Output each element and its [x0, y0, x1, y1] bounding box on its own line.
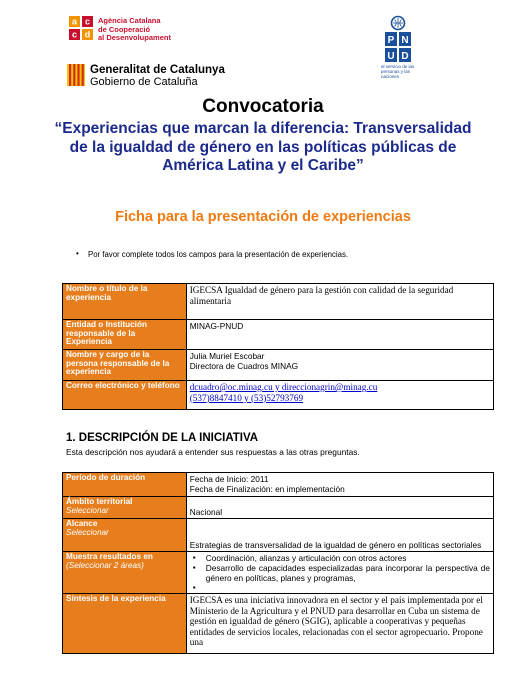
row-sublabel: (Seleccionar 2 áreas): [66, 560, 144, 570]
gencat-name: [90, 64, 225, 88]
institution-value: MINAG-PNUD: [186, 320, 493, 350]
document-title: Convocatoria: [202, 96, 324, 117]
accd-letter: a: [71, 16, 78, 27]
accd-line: Agència Catalana: [98, 16, 161, 25]
table-row: [63, 381, 494, 410]
synthesis-value: IGECSA es una iniciativa innovadora en el sector y el país implementada por el Ministerio de la Agricultura y el PNUD para desarrollar en Cuba un sistema de gestión en igualdad de género (SGIG), aplicable a cooperativas y pequeñas entidades de servicios locales, relacionadas con el sector agropecuario. Propone una: [186, 594, 493, 654]
row-label: Síntesis de la experiencia: [63, 594, 187, 654]
table-row: [63, 284, 494, 320]
phone-link[interactable]: (537)8847410 y (53)52793769: [189, 392, 304, 403]
row-label: Correo electrónico y teléfono: [63, 381, 187, 410]
undp-letter: P: [387, 35, 395, 46]
bullet-icon: •: [76, 249, 79, 258]
list-item: ▪ Desarrollo de capacidades especializadas para incorporar la perspectiva de género en políticas, planes y programas,: [190, 563, 490, 583]
table-row: [63, 594, 494, 654]
document-subtitle: “Experiencias que marcan la diferencia: Transversalidad de la igualdad de género en las políticas públicas de América Latina y el Caribe”: [54, 120, 472, 174]
email-link[interactable]: dcuadro@oc.minag.cu y direccionagrin@minag.cu: [189, 382, 378, 392]
row-label: Período de duración: [63, 473, 187, 497]
results-value: [186, 552, 493, 594]
territorial-value: Nacional: [186, 497, 493, 519]
scope-value: Estrategias de transversalidad de la igualdad de género en políticas sectoriales: [186, 519, 493, 552]
accd-letter: c: [84, 16, 91, 27]
section-description: Esta descripción nos ayudará a entender sus respuestas a las otras preguntas.: [66, 447, 360, 457]
row-label: [63, 497, 187, 519]
experience-info-table: [62, 283, 494, 410]
accd-line: al Desenvolupament: [98, 33, 171, 42]
accd-line: de Cooperació: [98, 24, 151, 34]
accd-logo: [69, 16, 93, 40]
undp-letter: N: [401, 35, 409, 46]
table-row: [63, 350, 494, 381]
undp-letter: U: [387, 51, 395, 62]
gencat-line: Gobierno de Cataluña: [90, 76, 198, 88]
duration-value: [186, 473, 493, 497]
experience-name-value: IGECSA Igualdad de género para la gestión con calidad de la seguridad alimentaria: [186, 284, 493, 320]
row-label-text: Alcance: [66, 519, 98, 528]
instruction-text: Por favor complete todos los campos para la presentación de experiencias.: [88, 250, 349, 259]
gencat-logo: [67, 64, 85, 86]
row-label: Nombre o título de la experiencia: [63, 284, 187, 320]
responsible-person-value: [186, 350, 493, 381]
initiative-table: [62, 472, 494, 654]
row-sublabel: Seleccionar: [66, 505, 109, 515]
row-label: Nombre y cargo de la persona responsable de la experiencia: [63, 350, 187, 381]
row-label: [63, 552, 187, 594]
accd-letter: c: [71, 29, 78, 40]
table-row: [63, 552, 494, 594]
row-label: [63, 519, 187, 552]
row-label: Entidad o Institución responsable de la Experiencia: [63, 320, 187, 350]
list-item: [190, 583, 490, 591]
table-row: [63, 497, 494, 519]
table-row: [63, 320, 494, 350]
results-list: [190, 553, 490, 591]
list-item: ▪ Coordinación, alianzas y articulación con otros actores: [190, 553, 490, 563]
responsible-role: Directora de Cuadros MINAG: [189, 361, 299, 371]
undp-letter: D: [401, 51, 409, 62]
responsible-name: Julia Muriel Escobar: [189, 351, 265, 361]
undp-logo: [385, 15, 411, 63]
table-row: [63, 473, 494, 497]
gencat-line: Generalitat de Catalunya: [90, 64, 225, 76]
row-sublabel: Seleccionar: [66, 527, 109, 537]
section-title: 1. DESCRIPCIÓN DE LA INICIATIVA: [66, 432, 259, 444]
row-label-text: Muestra resultados en: [66, 552, 153, 561]
instruction: [76, 249, 349, 259]
end-date: Fecha de Finalización: en implementación: [189, 484, 345, 494]
form-heading: Ficha para la presentación de experiencias: [115, 209, 411, 225]
accd-letter: d: [84, 29, 91, 40]
table-row: [63, 519, 494, 552]
accd-name: [98, 17, 208, 43]
contact-value: [186, 381, 493, 410]
row-label-text: Ámbito territorial: [66, 497, 133, 506]
start-date: Fecha de Inicio: 2011: [189, 474, 269, 484]
undp-tagline: al servicio de las personas y las naciones: [381, 64, 415, 79]
